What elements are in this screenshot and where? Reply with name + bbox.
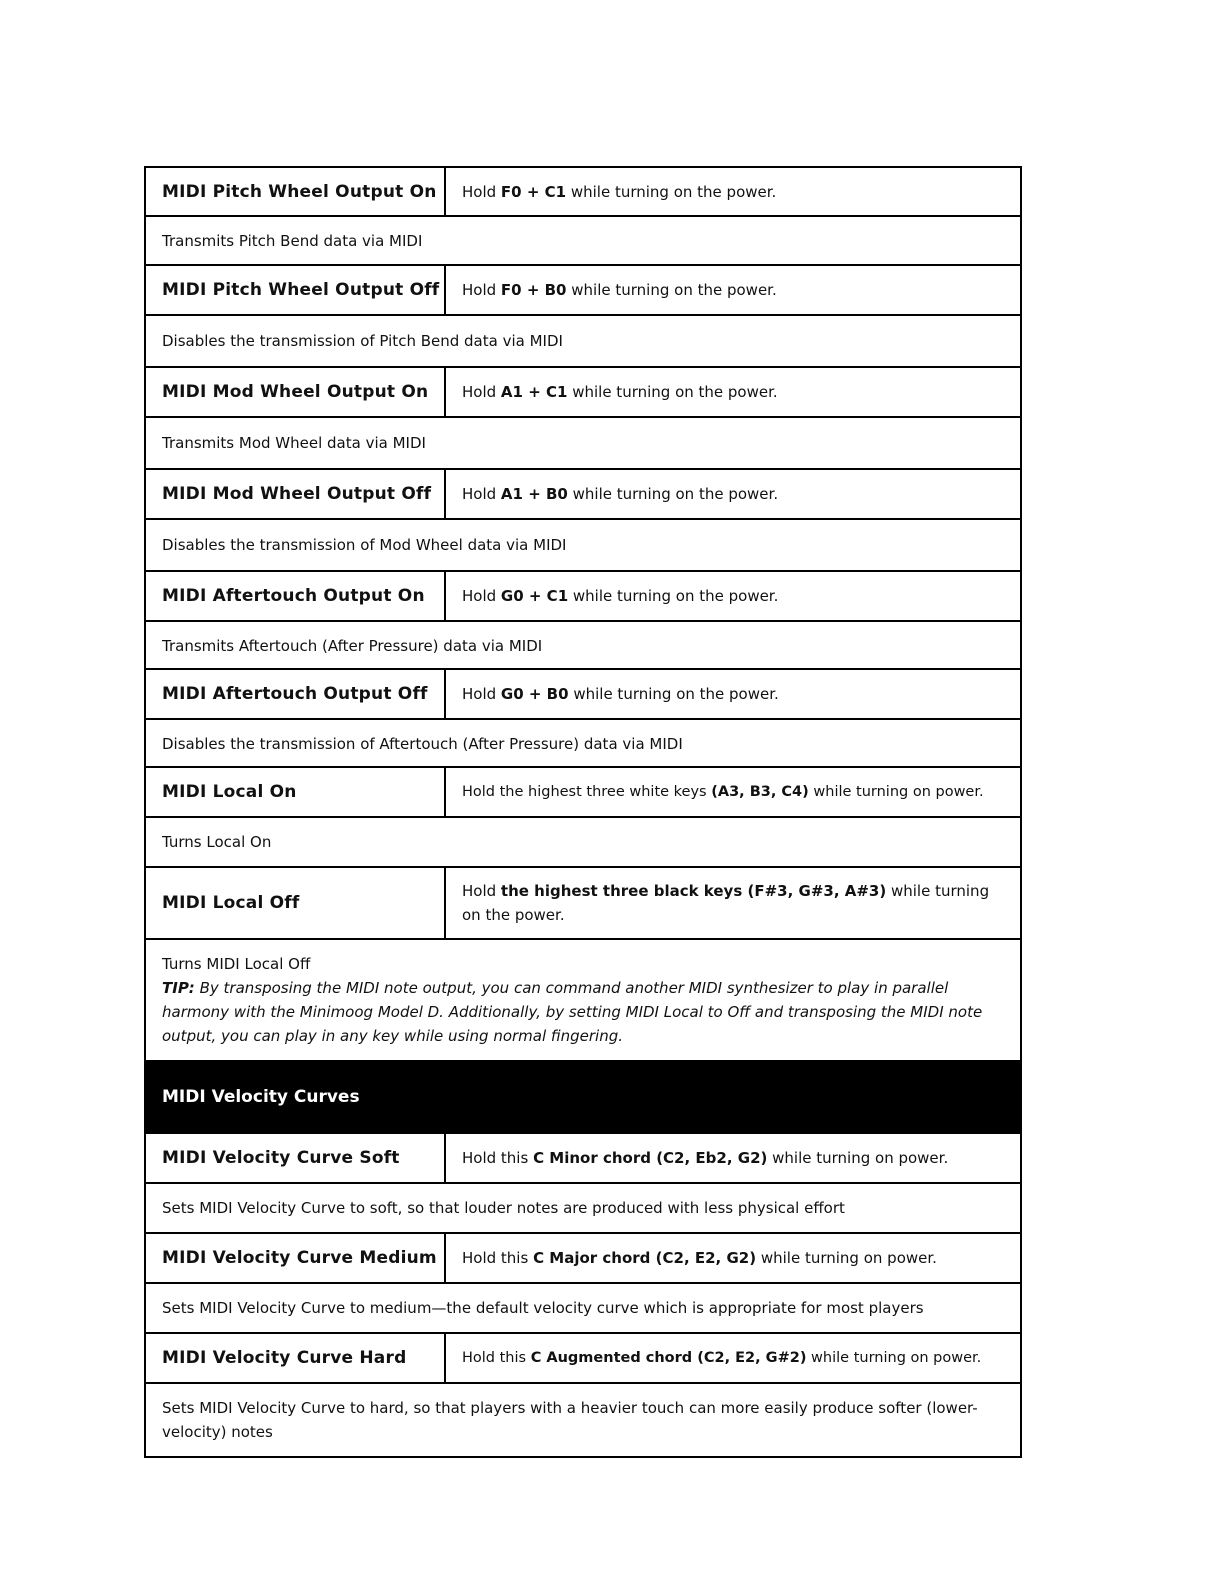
setting-name: MIDI Velocity Curve Medium	[146, 1234, 446, 1282]
setting-description-row	[144, 518, 1022, 572]
setting-row	[144, 1332, 1022, 1384]
setting-description: Disables the transmission of Mod Wheel data via MIDI	[162, 536, 567, 554]
setting-row	[144, 366, 1022, 418]
setting-description: Transmits Mod Wheel data via MIDI	[162, 434, 426, 452]
setting-name: MIDI Velocity Curve Soft	[146, 1134, 446, 1182]
setting-description-row	[144, 1282, 1022, 1334]
tip-label: TIP:	[162, 979, 195, 997]
setting-row	[144, 668, 1022, 720]
setting-description-row	[144, 1382, 1022, 1458]
section-header-row	[144, 1060, 1022, 1134]
tip-note	[162, 976, 1002, 1048]
setting-description-row	[144, 816, 1022, 868]
tip-text: By transposing the MIDI note output, you can command another MIDI synthesizer to play in parallel harmony with the Minimoog Model D. Additionally, by setting MIDI Local to Off and transposing the MIDI note output, you can play in any key while using normal fingering.	[162, 979, 983, 1045]
setting-row	[144, 1132, 1022, 1184]
setting-instruction: Hold the highest three black keys (F#3, G#3, A#3) while turning on the power.	[462, 882, 990, 924]
setting-description: Turns Local On	[162, 833, 272, 851]
setting-row	[144, 766, 1022, 818]
setting-description: Disables the transmission of Aftertouch (After Pressure) data via MIDI	[162, 735, 683, 753]
setting-instruction: Hold this C Augmented chord (C2, E2, G#2) while turning on power.	[462, 1350, 982, 1366]
setting-description-row	[144, 1182, 1022, 1234]
setting-name: MIDI Pitch Wheel Output On	[146, 168, 446, 215]
setting-description-row	[144, 620, 1022, 672]
setting-description-row	[144, 718, 1022, 770]
setting-description: Transmits Aftertouch (After Pressure) data via MIDI	[162, 637, 543, 655]
section-title: MIDI Velocity Curves	[162, 1087, 360, 1107]
setting-name: MIDI Pitch Wheel Output Off	[146, 266, 446, 314]
setting-instruction: Hold this C Minor chord (C2, Eb2, G2) while turning on power.	[462, 1149, 949, 1167]
setting-instruction: Hold G0 + B0 while turning on the power.	[462, 685, 779, 703]
setting-description: Sets MIDI Velocity Curve to hard, so that players with a heavier touch can more easily produce softer (lower-velocity) notes	[162, 1399, 978, 1441]
setting-description: Sets MIDI Velocity Curve to medium—the default velocity curve which is appropriate for most players	[162, 1299, 924, 1317]
description-text: Turns MIDI Local Off	[162, 955, 311, 973]
setting-instruction: Hold F0 + C1 while turning on the power.	[462, 182, 777, 201]
setting-instruction: Hold A1 + C1 while turning on the power.	[462, 383, 778, 401]
setting-description: Transmits Pitch Bend data via MIDI	[162, 231, 423, 250]
setting-description-row	[144, 314, 1022, 368]
setting-instruction: Hold F0 + B0 while turning on the power.	[462, 281, 777, 299]
setting-row	[144, 570, 1022, 622]
setting-name: MIDI Velocity Curve Hard	[146, 1334, 446, 1382]
setting-name: MIDI Mod Wheel Output Off	[146, 470, 446, 518]
setting-instruction: Hold this C Major chord (C2, E2, G2) while turning on power.	[462, 1249, 937, 1267]
setting-instruction: Hold the highest three white keys (A3, B3, C4) while turning on power.	[462, 784, 984, 800]
setting-row	[144, 866, 1022, 940]
setting-name: MIDI Aftertouch Output Off	[146, 670, 446, 718]
setting-instruction: Hold A1 + B0 while turning on the power.	[462, 485, 779, 503]
setting-description-row	[144, 938, 1022, 1062]
setting-description	[146, 940, 1020, 1060]
setting-name: MIDI Local On	[146, 768, 446, 816]
setting-name: MIDI Aftertouch Output On	[146, 572, 446, 620]
setting-row	[144, 264, 1022, 316]
setting-instruction: Hold G0 + C1 while turning on the power.	[462, 587, 779, 605]
setting-row	[144, 1232, 1022, 1284]
setting-description: Sets MIDI Velocity Curve to soft, so that louder notes are produced with less physical effort	[162, 1199, 845, 1217]
setting-row	[144, 166, 1022, 217]
setting-description: Disables the transmission of Pitch Bend data via MIDI	[162, 332, 563, 350]
setting-description-row	[144, 416, 1022, 470]
setting-description-row	[144, 215, 1022, 266]
setting-name: MIDI Local Off	[146, 868, 446, 938]
setting-row	[144, 468, 1022, 520]
setting-name: MIDI Mod Wheel Output On	[146, 368, 446, 416]
